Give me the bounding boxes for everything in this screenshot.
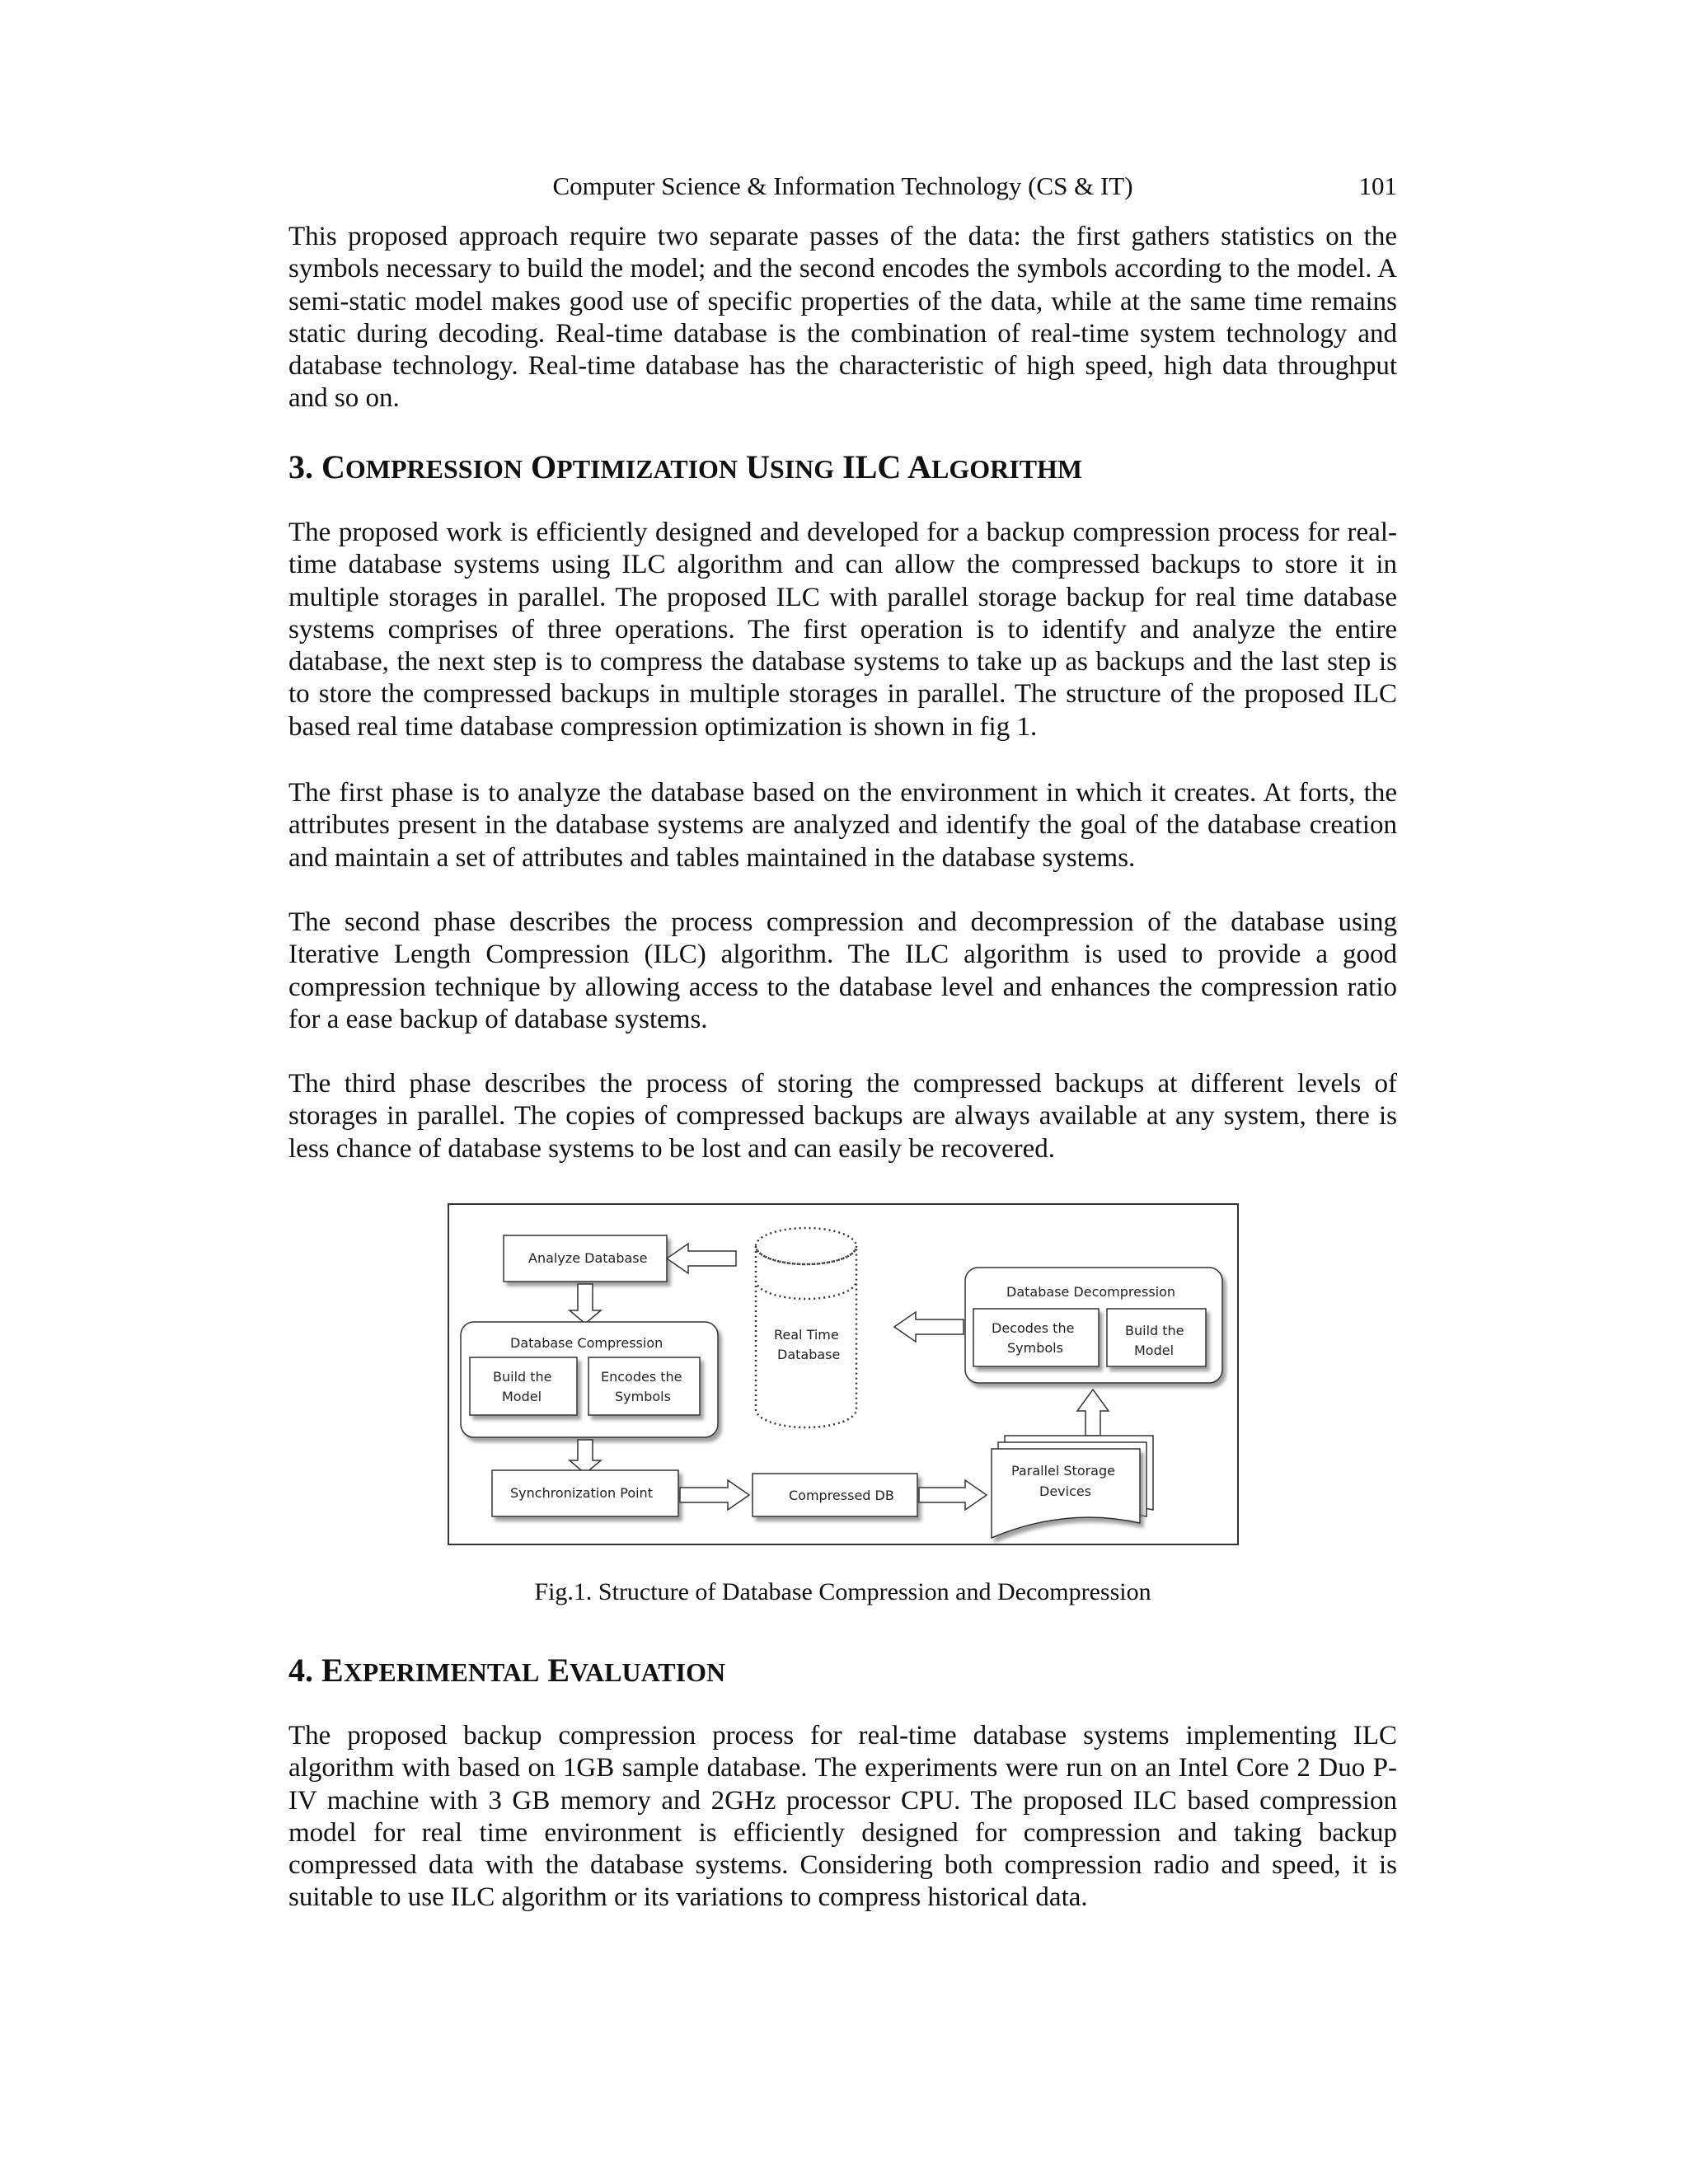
journal-title: Computer Science & Information Technology (CS & IT) <box>552 171 1133 200</box>
section-4-word: EXPERIMENTAL <box>321 1652 540 1689</box>
section-3-paragraph-3: The second phase describes the process compression and decompression of the database using Iterative Length Compression (ILC) algorithm. The ILC algorithm is used to provide a good compression technique by allowing access to the database level and enhances the compression ratio for a ease backup of database systems. <box>288 907 1397 1034</box>
section-3-paragraph-1: The proposed work is efficiently designed and developed for a backup compression process for real-time database systems using ILC algorithm and can allow the compressed backups to store it in multiple storages in parallel. The proposed ILC with parallel storage backup for real time database systems comprises of three operations. The first operation is to identify and analyze the entire database, the next step is to compress the database systems to take up as backups and the last step is to store the compressed backups in multiple storages in parallel. The structure of the proposed ILC based real time database compression optimization is shown in fig 1. <box>288 518 1397 742</box>
parallel-storage-label-line1: Parallel Storage <box>1011 1463 1115 1479</box>
page-number: 101 <box>1358 171 1397 200</box>
encodes-symbols-label-line2: Symbols <box>615 1389 671 1404</box>
compressed-db-label: Compressed DB <box>789 1488 894 1503</box>
real-time-database-label-line2: Database <box>777 1347 841 1362</box>
section-3-word: COMPRESSION <box>321 448 523 485</box>
section-4-word: EVALUATION <box>547 1652 726 1689</box>
section-4-heading <box>288 1651 725 1692</box>
section-3-word: ALGORITHM <box>907 448 1083 485</box>
synchronization-point-label: Synchronization Point <box>510 1485 653 1501</box>
decodes-symbols-label-line1: Decodes the <box>992 1320 1075 1336</box>
section-3-heading <box>288 448 1082 489</box>
section-3-paragraph-4: The third phase describes the process of storing the compressed backups at different levels of storages in parallel. The copies of compressed backups are always available at any system, there is less chance of database systems to be lost and can easily be recovered. <box>288 1069 1397 1164</box>
build-model-label-line1: Build the <box>493 1369 552 1385</box>
parallel-storage-label-line2: Devices <box>1039 1483 1092 1499</box>
encodes-symbols-box <box>588 1357 700 1415</box>
build-model-2-label-line2: Model <box>1134 1343 1175 1358</box>
decodes-symbols-box <box>973 1309 1099 1366</box>
intro-paragraph: This proposed approach require two separate passes of the data: the first gathers statistics on the symbols necessary to build the model; and the second encodes the symbols according to the model. A semi-static model makes good use of specific properties of the data, while at the same time remains static during decoding. Real-time database is the combination of real-time system technology and database technology. Real-time database has the characteristic of high speed, high data throughput and so on. <box>288 222 1397 414</box>
section-3-word: USING <box>746 448 835 485</box>
section-4-number: 4. <box>288 1652 313 1689</box>
database-compression-label: Database Compression <box>510 1335 663 1351</box>
build-model-box <box>470 1357 577 1415</box>
database-decompression-label: Database Decompression <box>1006 1284 1176 1300</box>
build-model-2-label-line1: Build the <box>1125 1323 1184 1338</box>
figure-1-diagram <box>448 1203 1239 1545</box>
section-3-paragraph-2: The first phase is to analyze the database based on the environment in which it creates. At forts, the attributes present in the database systems are analyzed and identify the goal of the database creation and maintain a set of attributes and tables maintained in the database systems. <box>288 778 1397 873</box>
build-model-label-line2: Model <box>502 1389 542 1404</box>
figure-1-caption: Fig.1. Structure of Database Compression and Decompression <box>534 1578 1151 1605</box>
real-time-database-label-line1: Real Time <box>774 1327 839 1343</box>
section-3-word: ILC <box>842 448 902 485</box>
section-3-word: OPTIMIZATION <box>531 448 738 485</box>
analyze-database-label: Analyze Database <box>528 1250 648 1266</box>
encodes-symbols-label-line1: Encodes the <box>601 1369 682 1385</box>
section-4-paragraph: The proposed backup compression process for real-time database systems implementing ILC algorithm with based on 1GB sample database. The experiments were run on an Intel Core 2 Duo P-IV machine with 3 GB memory and 2GHz processor CPU. The proposed ILC based compression model for real time environment is efficiently designed for compression and taking backup compressed data with the database systems. Considering both compression radio and speed, it is suitable to use ILC algorithm or its variations to compress historical data. <box>288 1721 1397 1913</box>
decodes-symbols-label-line2: Symbols <box>1007 1340 1063 1356</box>
section-3-number: 3. <box>288 448 313 485</box>
